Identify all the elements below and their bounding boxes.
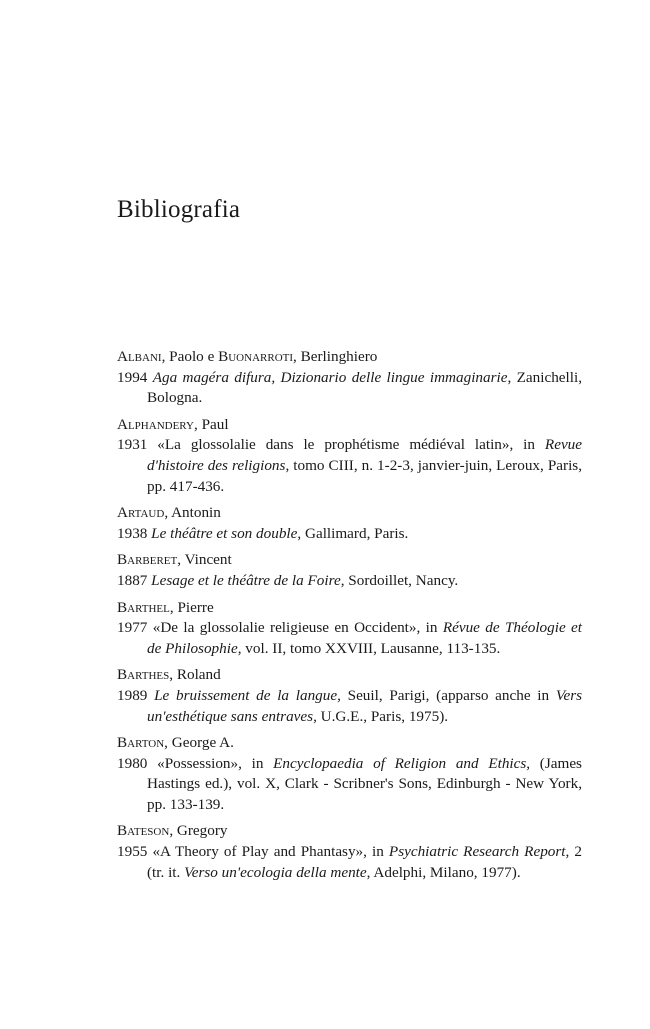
entry-publisher: Seuil, Parigi, (apparso anche in bbox=[340, 686, 556, 704]
entry-author bbox=[117, 503, 582, 524]
author-given: , Pierre bbox=[169, 598, 214, 616]
author-given: , Gregory bbox=[169, 822, 228, 840]
entry-title: Aga magéra difura, Dizionario delle lingue immaginarie bbox=[152, 368, 508, 386]
author-given-2: , Berlinghiero bbox=[293, 348, 378, 365]
entry-publisher: , Sordoillet, Nancy. bbox=[340, 571, 459, 589]
author-given: , George A. bbox=[164, 734, 234, 752]
entry-details: , 2 (tr. it. bbox=[147, 843, 582, 881]
author-given: , Paolo e bbox=[161, 348, 219, 365]
bib-entry-albani bbox=[117, 347, 582, 409]
entry-year: 1980 bbox=[117, 754, 148, 772]
bib-entry-bateson bbox=[117, 821, 582, 883]
author-given: , Antonin bbox=[164, 504, 221, 522]
entry-article-title: «La glossolalie dans le prophétisme médiéval latin», in bbox=[157, 436, 545, 454]
author-surname-2: Buonarroti bbox=[218, 348, 294, 365]
entry-alt-title: Vers un'esthétique sans entraves bbox=[147, 686, 583, 725]
entry-author bbox=[117, 347, 582, 368]
entry-reference bbox=[117, 618, 582, 659]
entry-article-title: «De la glossolalie religieuse en Occident», in bbox=[152, 619, 443, 637]
entry-article-title: «A Theory of Play and Phantasy», in bbox=[152, 843, 389, 861]
entry-author bbox=[117, 415, 582, 436]
entry-journal: Encyclopaedia of Religion and Ethics bbox=[273, 754, 527, 772]
bib-entry-artaud bbox=[117, 503, 582, 544]
entry-reference bbox=[117, 368, 582, 409]
entry-details: , tomo CIII, n. 1-2-3, janvier-juin, Leroux, Paris, pp. 417-436. bbox=[147, 456, 583, 495]
entry-reference bbox=[117, 754, 582, 816]
entry-title: Lesage et le théâtre de la Foire bbox=[151, 571, 341, 589]
entry-reference bbox=[117, 571, 582, 592]
author-surname: Alphandery bbox=[117, 415, 194, 433]
author-given: , Paul bbox=[193, 415, 229, 433]
entry-author bbox=[117, 733, 582, 754]
entry-year: 1994 bbox=[117, 368, 148, 386]
entry-reference bbox=[117, 435, 582, 497]
entry-author bbox=[117, 821, 582, 842]
entry-reference bbox=[117, 842, 582, 883]
entry-year: 1938 bbox=[117, 524, 148, 542]
bib-entry-barthel bbox=[117, 598, 582, 660]
entry-title: Le théâtre et son double bbox=[151, 524, 298, 542]
entry-reference bbox=[117, 686, 582, 727]
entry-title: Le bruissement de la langue, bbox=[154, 686, 341, 704]
author-surname: Barberet bbox=[117, 551, 178, 569]
bibliography-list bbox=[117, 347, 582, 889]
author-surname: Artaud bbox=[117, 504, 165, 522]
author-surname: Bateson bbox=[117, 822, 170, 840]
bib-entry-barberet bbox=[117, 550, 582, 591]
entry-reference bbox=[117, 524, 582, 545]
bib-entry-alphandery bbox=[117, 415, 582, 497]
entry-author bbox=[117, 598, 582, 619]
author-given: , Vincent bbox=[177, 551, 232, 569]
author-given: , Roland bbox=[169, 666, 221, 684]
entry-details: , vol. II, tomo XXVIII, Lausanne, 113-135. bbox=[237, 639, 501, 657]
entry-journal: Revue d'histoire des religions bbox=[147, 436, 583, 474]
entry-details: , U.G.E., Paris, 1975). bbox=[313, 707, 449, 725]
entry-details: , (James Hastings ed.), vol. X, Clark - Scribner's Sons, Edinburgh - New York, pp. 133-139. bbox=[147, 754, 582, 813]
entry-year: 1989 bbox=[117, 686, 148, 704]
entry-translation-title: Verso un'ecologia della mente bbox=[184, 863, 367, 881]
entry-article-title: «Possession», in bbox=[157, 754, 274, 772]
bib-entry-barton bbox=[117, 733, 582, 815]
entry-year: 1977 bbox=[117, 619, 148, 637]
bib-entry-barthes bbox=[117, 665, 582, 727]
author-surname: Barthel bbox=[117, 598, 170, 616]
author-surname: Albani bbox=[117, 348, 162, 365]
author-surname: Barton bbox=[117, 734, 165, 752]
entry-journal: Révue de Théologie et de Philosophie bbox=[147, 619, 582, 657]
entry-year: 1955 bbox=[117, 843, 148, 861]
entry-publisher: , Gallimard, Paris. bbox=[297, 524, 409, 542]
entry-translation-details: , Adelphi, Milano, 1977). bbox=[366, 863, 521, 881]
entry-publisher: , Zanichelli, Bologna. bbox=[147, 368, 582, 407]
entry-year: 1887 bbox=[117, 571, 148, 589]
page-title: Bibliografia bbox=[117, 196, 241, 223]
entry-author bbox=[117, 550, 582, 571]
entry-year: 1931 bbox=[117, 436, 148, 454]
entry-author bbox=[117, 665, 582, 686]
author-surname: Barthes bbox=[117, 666, 170, 684]
entry-journal: Psychiatric Research Report bbox=[388, 843, 566, 861]
